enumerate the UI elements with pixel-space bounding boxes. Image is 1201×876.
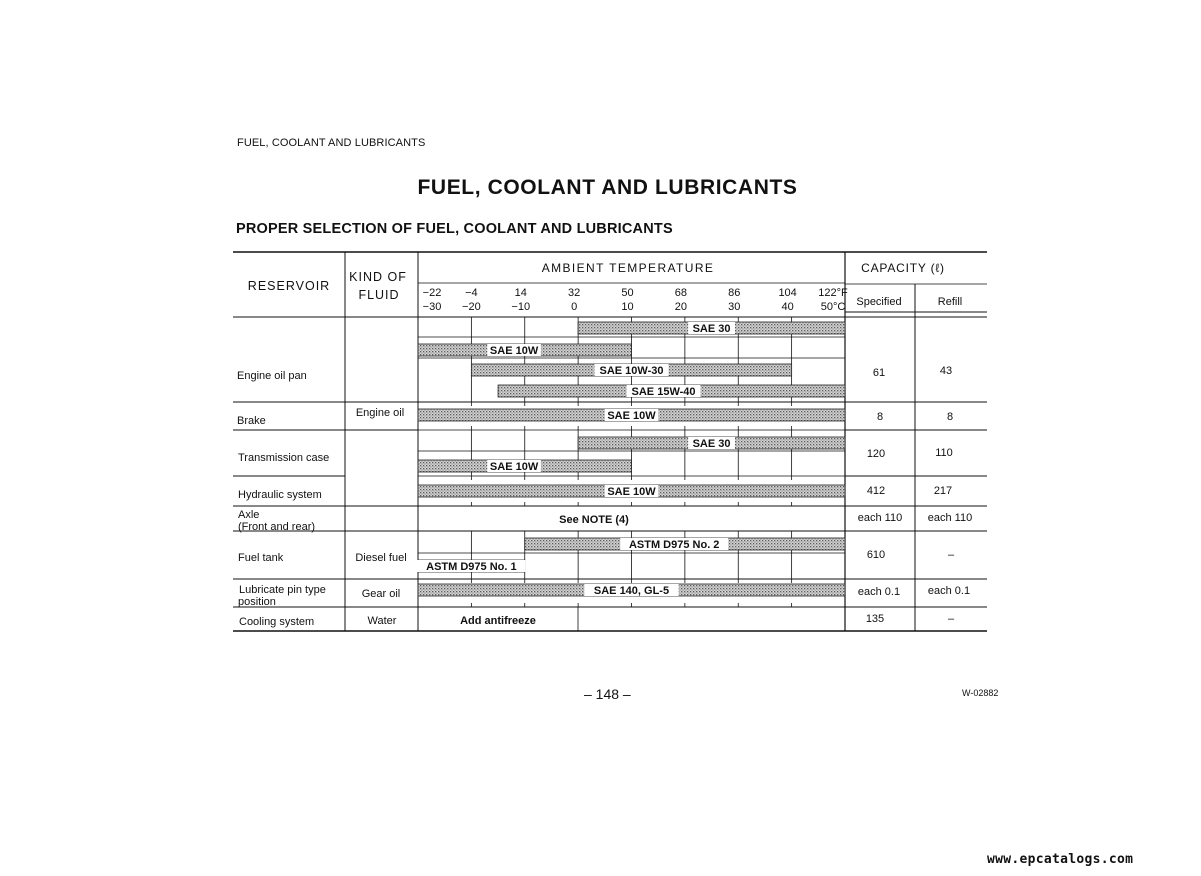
celsius-tick-label: 30 bbox=[728, 301, 741, 313]
viscosity-bar-label: SAE 10W bbox=[607, 486, 656, 498]
celsius-tick-label: 10 bbox=[621, 301, 634, 313]
specified-cooling: 135 bbox=[865, 613, 885, 625]
fahrenheit-tick-label: −4 bbox=[465, 287, 478, 299]
fluid-engine-oil: Engine oil bbox=[355, 407, 405, 419]
specified-lubricate-pin: each 0.1 bbox=[857, 586, 901, 598]
section-title: PROPER SELECTION OF FUEL, COOLANT AND LUBRICANTS bbox=[236, 221, 673, 237]
refill-engine-oil-pan: 43 bbox=[939, 365, 953, 377]
fluid-diesel-fuel: Diesel fuel bbox=[355, 552, 407, 564]
refill-axle: each 110 bbox=[927, 512, 973, 524]
reservoir-cooling-system: Cooling system bbox=[239, 616, 315, 628]
reservoir-fuel-tank: Fuel tank bbox=[238, 552, 284, 564]
specified-engine-oil-pan: 61 bbox=[872, 367, 886, 379]
viscosity-bar-label: SAE 10W bbox=[607, 410, 656, 422]
celsius-tick-label: −10 bbox=[511, 301, 531, 313]
specified-hydraulic: 412 bbox=[866, 485, 886, 497]
viscosity-bar-label: SAE 30 bbox=[692, 323, 731, 335]
viscosity-bar-label: SAE 10W bbox=[489, 461, 539, 473]
refill-lubricate-pin: each 0.1 bbox=[927, 585, 971, 597]
figure-code: W-02882 bbox=[962, 688, 999, 698]
viscosity-bar-label: SAE 140, GL-5 bbox=[593, 585, 670, 597]
reservoir-lubricate-pin-detail: position bbox=[238, 596, 276, 608]
viscosity-bar-label: SAE 10W-30 bbox=[599, 365, 664, 377]
celsius-tick-label: 0 bbox=[571, 301, 578, 313]
refill-hydraulic: 217 bbox=[933, 485, 953, 497]
refill-fuel-tank: – bbox=[947, 549, 955, 561]
viscosity-bar-label: ASTM D975 No. 2 bbox=[628, 539, 720, 551]
reservoir-hydraulic-system: Hydraulic system bbox=[238, 489, 322, 501]
kind-of-fluid-header-2: FLUID bbox=[358, 288, 400, 302]
celsius-ticks bbox=[423, 301, 846, 313]
viscosity-bar-label: SAE 15W-40 bbox=[631, 386, 696, 398]
refill-header: Refill bbox=[937, 296, 963, 308]
celsius-tick-label: −30 bbox=[422, 301, 442, 313]
specified-axle: each 110 bbox=[857, 512, 903, 524]
reservoir-axle: Axle bbox=[238, 509, 260, 521]
ambient-temperature-header: AMBIENT TEMPERATURE bbox=[541, 261, 715, 275]
refill-transmission: 110 bbox=[935, 447, 953, 459]
axle-note: See NOTE (4) bbox=[559, 514, 629, 526]
refill-brake: 8 bbox=[946, 411, 954, 423]
reservoir-header: RESERVOIR bbox=[247, 279, 331, 293]
fahrenheit-tick-label: 50 bbox=[621, 287, 634, 299]
running-header: FUEL, COOLANT AND LUBRICANTS bbox=[237, 137, 426, 149]
kind-of-fluid-header: KIND OF bbox=[349, 270, 407, 284]
fluid-gear-oil: Gear oil bbox=[361, 588, 401, 600]
fahrenheit-tick-label: 32 bbox=[568, 287, 581, 299]
capacity-header: CAPACITY (ℓ) bbox=[861, 261, 945, 275]
specified-transmission: 120 bbox=[866, 448, 886, 460]
viscosity-bar-label: ASTM D975 No. 1 bbox=[426, 561, 517, 573]
celsius-tick-label: 50°C bbox=[820, 301, 846, 313]
specified-brake: 8 bbox=[876, 411, 884, 423]
fahrenheit-tick-label: 122°F bbox=[818, 287, 848, 299]
viscosity-bar-label: SAE 30 bbox=[692, 438, 731, 450]
fahrenheit-ticks bbox=[423, 287, 848, 299]
fluid-water: Water bbox=[367, 615, 397, 627]
page-number: – 148 – bbox=[584, 686, 631, 702]
celsius-tick-label: −20 bbox=[462, 301, 481, 313]
specified-header: Specified bbox=[856, 296, 902, 308]
reservoir-transmission-case: Transmission case bbox=[238, 452, 330, 464]
fahrenheit-tick-label: 68 bbox=[674, 287, 687, 299]
fahrenheit-tick-label: 86 bbox=[728, 287, 741, 299]
viscosity-bar-label: SAE 10W bbox=[489, 345, 539, 357]
fahrenheit-tick-label: 14 bbox=[514, 287, 527, 299]
page-title: FUEL, COOLANT AND LUBRICANTS bbox=[417, 176, 798, 199]
specified-fuel-tank: 610 bbox=[866, 549, 886, 561]
reservoir-lubricate-pin: Lubricate pin type bbox=[239, 584, 326, 596]
reservoir-engine-oil-pan: Engine oil pan bbox=[237, 370, 307, 382]
refill-cooling: – bbox=[947, 613, 955, 625]
reservoir-axle-detail: (Front and rear) bbox=[238, 521, 316, 533]
watermark: www.epcatalogs.com bbox=[987, 852, 1134, 867]
fahrenheit-tick-label: 104 bbox=[778, 287, 797, 299]
reservoir-brake: Brake bbox=[237, 415, 266, 427]
antifreeze-note: Add antifreeze bbox=[460, 615, 536, 627]
celsius-tick-label: 40 bbox=[781, 301, 794, 313]
fahrenheit-tick-label: −22 bbox=[422, 287, 442, 299]
celsius-tick-label: 20 bbox=[674, 301, 687, 313]
